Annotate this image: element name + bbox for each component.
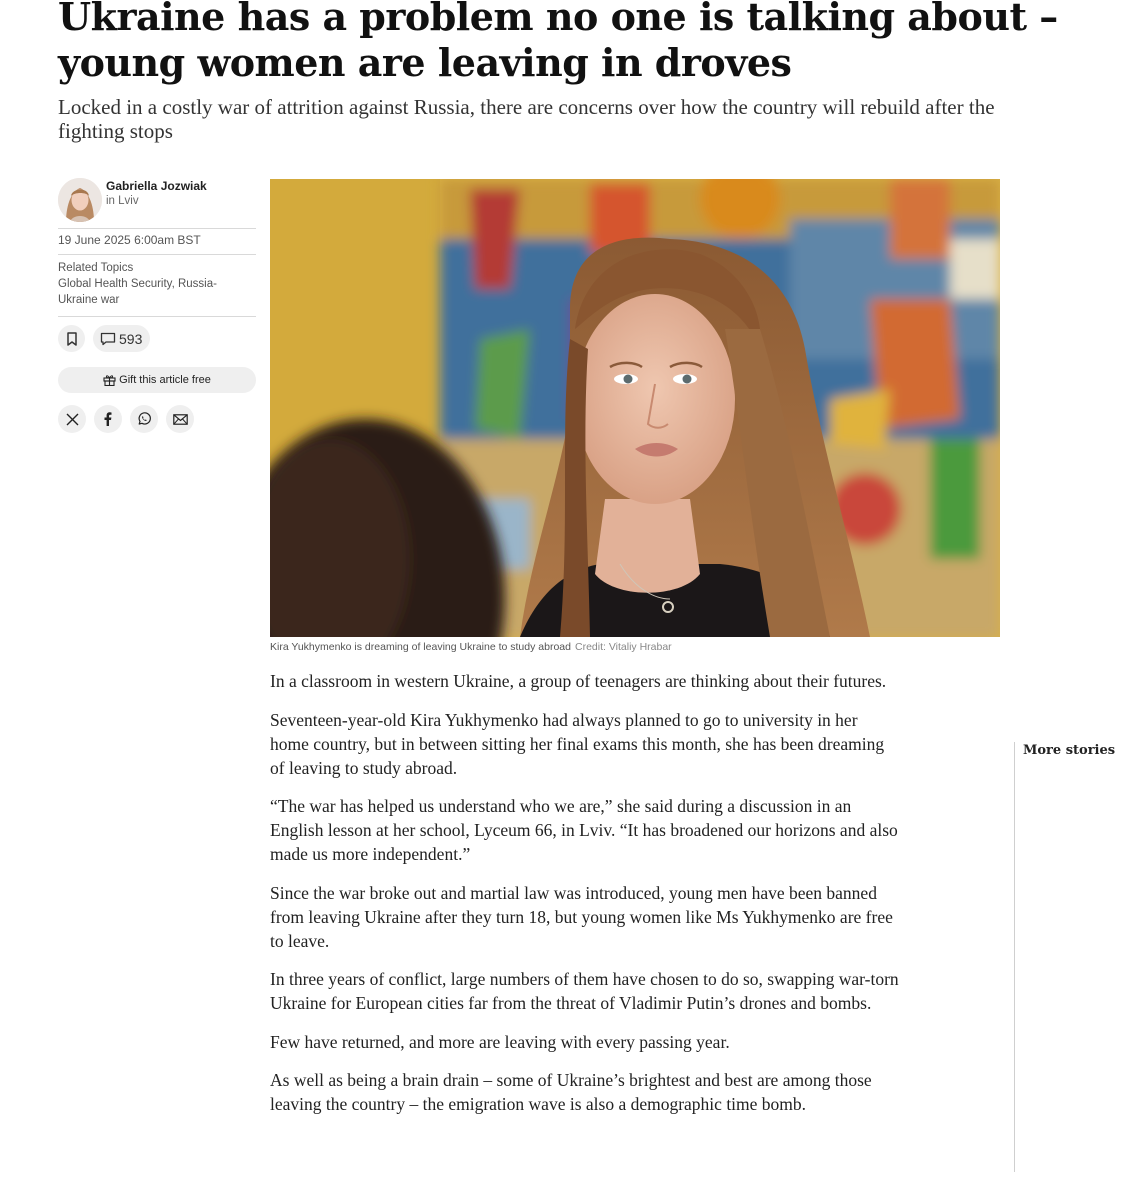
photo-caption — [270, 641, 1000, 654]
related-topics — [58, 255, 256, 316]
article-photo[interactable] — [270, 179, 1000, 637]
share-whatsapp-button[interactable] — [130, 405, 158, 433]
gift-article-button[interactable] — [58, 367, 256, 393]
publish-date: 19 June 2025 6:00am BST — [58, 233, 201, 247]
author-photo — [58, 178, 102, 222]
author-location: in Lviv — [106, 195, 139, 207]
divider — [58, 316, 256, 317]
author-block[interactable] — [58, 178, 256, 228]
comments-button[interactable] — [93, 325, 150, 352]
facebook-icon — [104, 412, 112, 426]
body-paragraph: Since the war broke out and martial law was introduced, young men have been banned from leaving Ukraine after they turn 18, but young women like Ms Yukhymenko are free to leave. — [270, 882, 893, 951]
body-paragraph: In three years of conflict, large numbers of them have chosen to do so, swapping war-torn Ukraine for European cities far from the threat of Vladimir Putin’s drones and bombs. — [270, 969, 899, 1013]
gift-article-label: Gift this article free — [119, 374, 211, 386]
article-actions — [58, 320, 256, 356]
bookmark-icon — [66, 332, 78, 346]
comment-icon — [100, 332, 116, 346]
gift-icon — [103, 374, 116, 386]
body-paragraph: Seventeen-year-old Kira Yukhymenko had always planned to go to university in her home country, but in between sitting her final exams this month, she has been dreaming of leaving to study abroad. — [270, 709, 885, 778]
x-icon — [66, 413, 79, 426]
photo-credit: Credit: Vitaliy Hrabar — [574, 641, 672, 653]
more-stories-rail — [1014, 742, 1115, 1172]
body-paragraph: “The war has helped us understand who we are,” she said during a discussion in an English lesson at her school, Lyceum 66, in Lviv. “It has broadened our horizons and also made us more independent.” — [270, 796, 898, 864]
share-facebook-button[interactable] — [94, 405, 122, 433]
headline: Ukraine has a problem no one is talking about – young women are leaving in droves — [58, 0, 1058, 85]
share-email-button[interactable] — [166, 405, 194, 433]
share-x-button[interactable] — [58, 405, 86, 433]
standfirst: Locked in a costly war of attrition against Russia, there are concerns over how the country will rebuild after the fighting stops — [58, 95, 995, 143]
classroom-photo — [270, 179, 1000, 637]
share-buttons — [58, 405, 256, 433]
body-paragraph: Few have returned, and more are leaving with every passing year. — [270, 1031, 730, 1052]
whatsapp-icon — [137, 412, 151, 426]
author-name[interactable]: Gabriella Jozwiak — [106, 179, 207, 193]
article-body — [270, 669, 900, 1131]
related-topics-label: Related Topics — [58, 262, 134, 274]
email-icon — [173, 414, 188, 425]
article-sidebar — [58, 178, 256, 433]
author-avatar[interactable] — [58, 178, 102, 222]
bookmark-button[interactable] — [58, 325, 85, 352]
caption-text: Kira Yukhymenko is dreaming of leaving Ukraine to study abroad — [270, 641, 571, 653]
related-topics-links[interactable]: Global Health Security, Russia-Ukraine war — [58, 278, 217, 306]
body-paragraph: As well as being a brain drain – some of Ukraine’s brightest and best are among those leaving the country – the emigration wave is also a demographic time bomb. — [270, 1070, 872, 1114]
more-stories-heading: More stories — [1023, 743, 1116, 758]
comment-count: 593 — [119, 330, 143, 347]
body-paragraph: In a classroom in western Ukraine, a group of teenagers are thinking about their futures. — [270, 671, 887, 691]
